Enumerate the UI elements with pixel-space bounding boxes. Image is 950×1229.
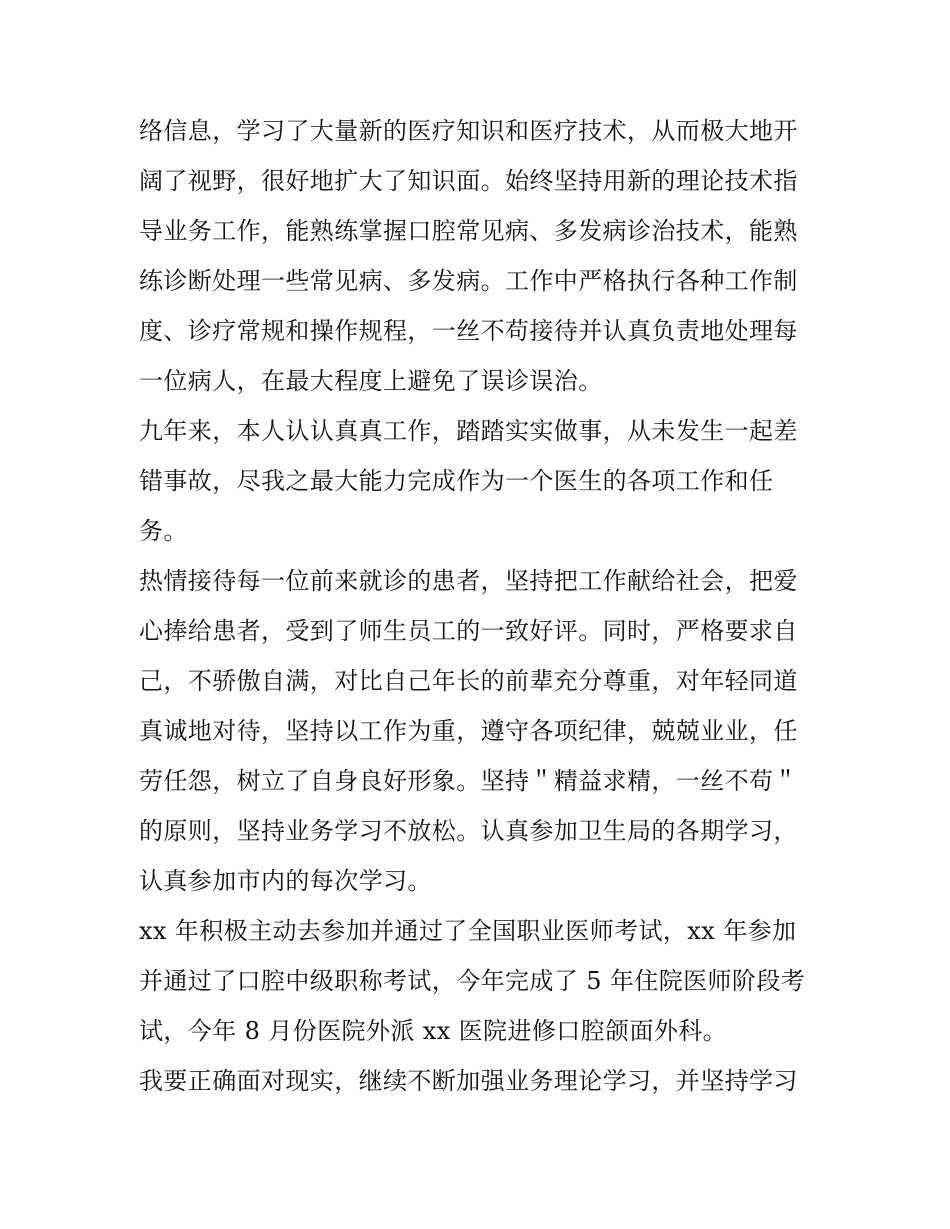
text-line: 认真参加市内的每次学习。 xyxy=(139,867,432,895)
text-line: 度、诊疗常规和操作规程，一丝不苟接待并认真负责地处理每 xyxy=(139,317,798,345)
text-line: 练诊断处理一些常见病、多发病。工作中严格执行各种工作制 xyxy=(139,267,798,295)
text-line: 络信息，学习了大量新的医疗知识和医疗技术，从而极大地开 xyxy=(139,117,798,145)
text-line: 并通过了口腔中级职称考试，今年完成了 5 年住院医师阶段考 xyxy=(139,967,806,995)
text-line: 务。 xyxy=(139,517,188,545)
document-body xyxy=(139,106,819,1106)
text-line: 的原则，坚持业务学习不放松。认真参加卫生局的各期学习， xyxy=(139,817,798,845)
text-line: 热情接待每一位前来就诊的患者，坚持把工作献给社会，把爱 xyxy=(139,567,798,595)
text-line: 真诚地对待，坚持以工作为重，遵守各项纪律，兢兢业业，任 xyxy=(139,717,798,745)
text-line: 九年来，本人认认真真工作，踏踏实实做事，从未发生一起差 xyxy=(139,417,798,445)
text-line: xx 年积极主动去参加并通过了全国职业医师考试，xx 年参加 xyxy=(139,917,797,945)
text-line: 我要正确面对现实，继续不断加强业务理论学习，并坚持学习 xyxy=(139,1067,798,1095)
text-line: 导业务工作，能熟练掌握口腔常见病、多发病诊治技术，能熟 xyxy=(139,217,798,245)
text-line: 阔了视野，很好地扩大了知识面。始终坚持用新的理论技术指 xyxy=(139,167,798,195)
text-line: 一位病人，在最大程度上避免了误诊误治。 xyxy=(139,367,603,395)
text-line: 错事故，尽我之最大能力完成作为一个医生的各项工作和任 xyxy=(139,467,774,495)
text-line: 己，不骄傲自满，对比自己年长的前辈充分尊重，对年轻同道 xyxy=(139,667,798,695)
text-line: 心捧给患者，受到了师生员工的一致好评。同时，严格要求自 xyxy=(139,617,798,645)
text-line: 试，今年 8 月份医院外派 xx 医院进修口腔颌面外科。 xyxy=(139,1017,728,1045)
text-line: 劳任怨，树立了自身良好形象。坚持＂精益求精，一丝不苟＂ xyxy=(139,767,798,795)
